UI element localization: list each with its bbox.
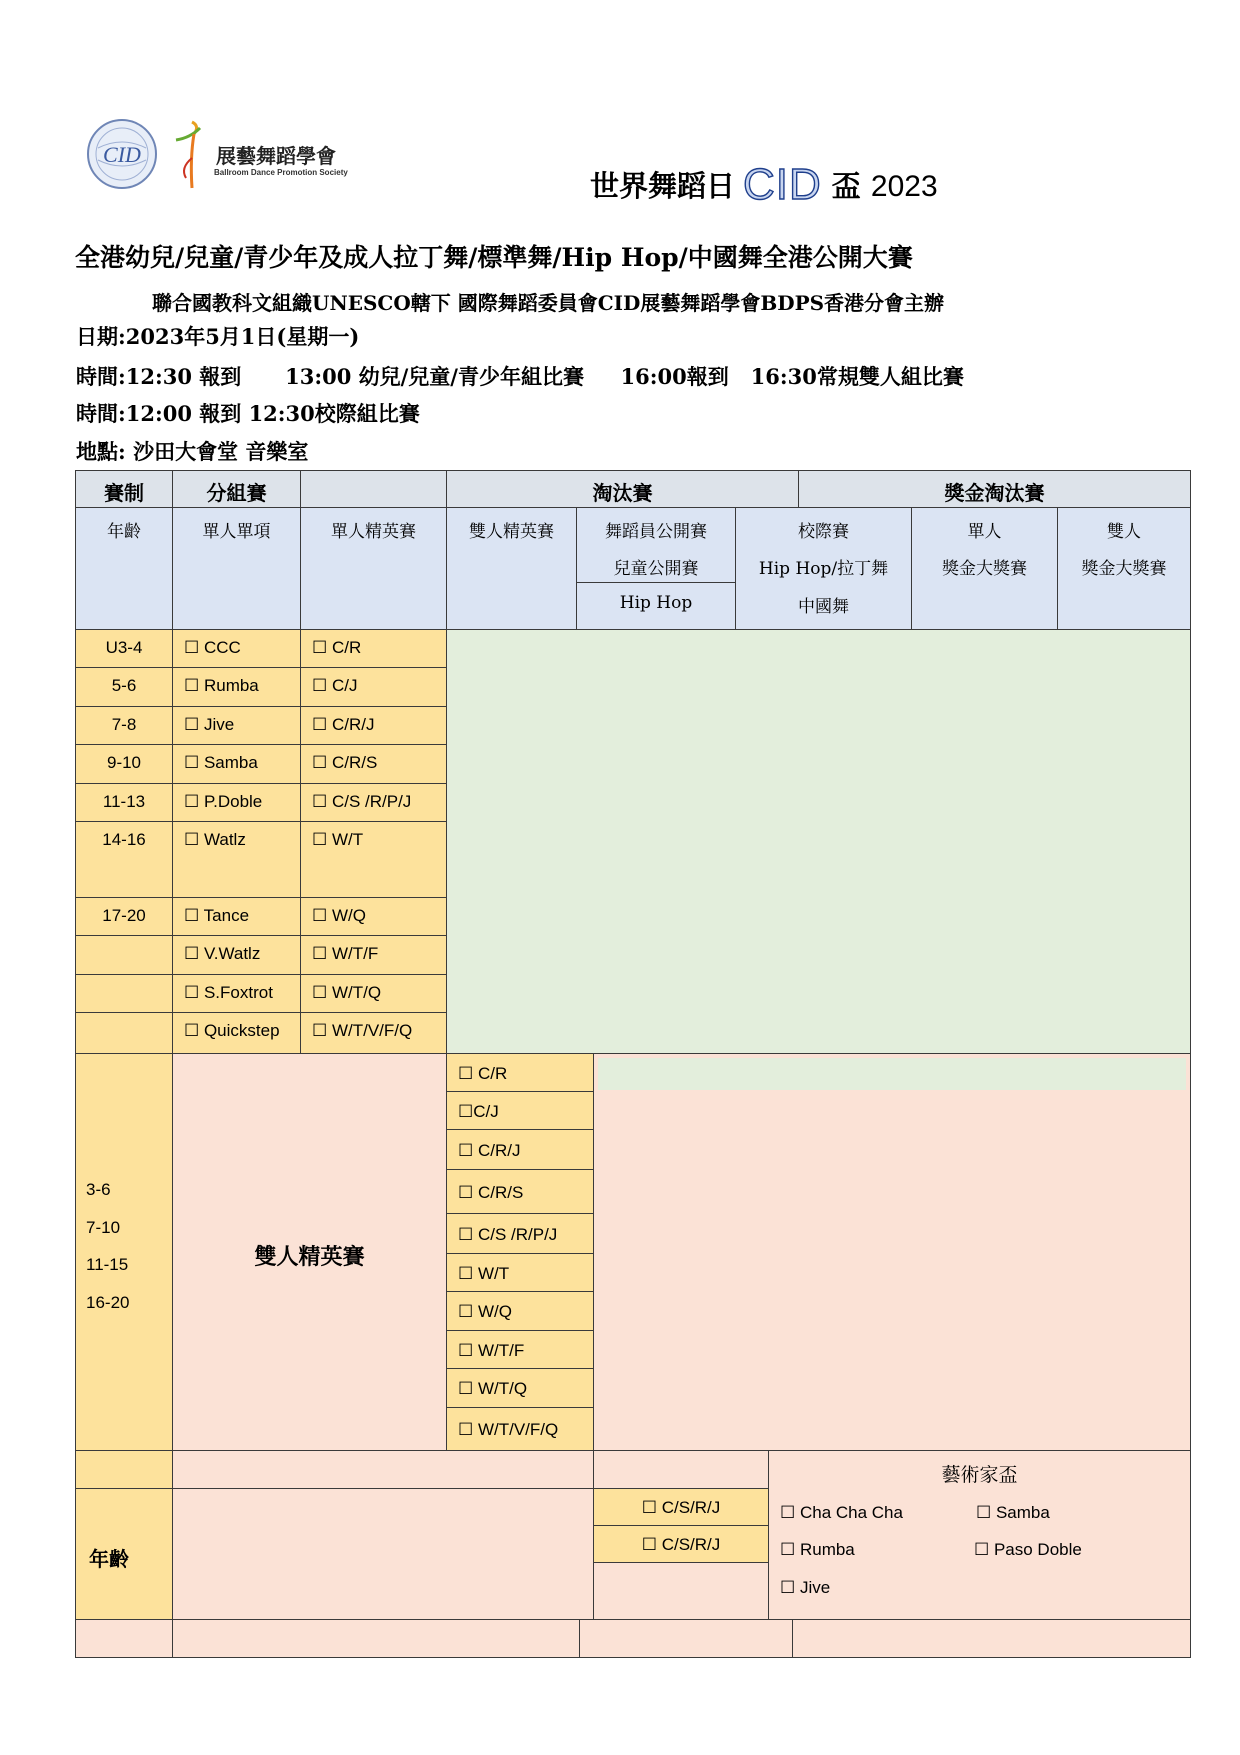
header-dancer-open: 舞蹈員公開賽 兒童公開賽 [576, 507, 736, 583]
duo-elite-item[interactable]: ☐ C/R [446, 1053, 594, 1092]
last-row-cell [172, 1619, 580, 1658]
duo-elite-item[interactable]: ☐ W/Q [446, 1291, 594, 1331]
age-cell [75, 974, 173, 1013]
artist-item[interactable]: ☐ Cha Cha Cha [780, 1503, 903, 1522]
solo-elite-item[interactable]: ☐ C/S /R/P/J [300, 783, 447, 822]
csrj-row-1[interactable]: ☐ C/S/R/J [593, 1488, 769, 1526]
artist-cup-cell [768, 1450, 1191, 1620]
duo-elite-item[interactable]: ☐ C/R/J [446, 1129, 594, 1170]
header-age: 年齡 [75, 507, 173, 630]
bottom-blank-1 [172, 1450, 594, 1489]
duo-age-label: 11-15 [86, 1255, 129, 1274]
solo-elite-item[interactable]: ☐ W/T/Q [300, 974, 447, 1013]
bottom-blank-2 [593, 1450, 769, 1489]
header-group: 分組賽 [172, 470, 301, 508]
cid-logo [86, 118, 158, 190]
solo-single-item[interactable]: ☐ Watlz [172, 821, 301, 898]
solo-elite-item[interactable]: ☐ W/T [300, 821, 447, 898]
last-row-cell [792, 1619, 1191, 1658]
age-cell: 14-16 [75, 821, 173, 898]
header-format: 賽制 [75, 470, 173, 508]
duo-elite-item[interactable]: ☐ W/T/F [446, 1330, 594, 1369]
duo-ages-cell [75, 1053, 173, 1451]
header-blank [300, 470, 447, 508]
solo-elite-item[interactable]: ☐ W/Q [300, 897, 447, 936]
bottom-blank-3 [172, 1488, 594, 1620]
solo-single-item[interactable]: ☐ Samba [172, 744, 301, 784]
solo-elite-item[interactable]: ☐ W/T/F [300, 935, 447, 975]
artist-item[interactable]: ☐ Paso Doble [974, 1540, 1082, 1559]
duo-age-label: 16-20 [86, 1293, 130, 1312]
age-cell: 7-8 [75, 706, 173, 745]
age-cell [75, 1012, 173, 1054]
logo-text: 展藝舞蹈學會 [216, 144, 336, 168]
header-knockout: 淘汰賽 [446, 470, 799, 508]
time-line-1: 時間:12:30 報到 13:00 幼兒/兒童/青少年組比賽 16:00報到 16:30常規雙人組比賽 [76, 364, 964, 389]
headline: 全港幼兒/兒童/青少年及成人拉丁舞/標準舞/Hip Hop/中國舞全港公開大賽 [75, 243, 913, 272]
solo-single-item[interactable]: ☐ Jive [172, 706, 301, 745]
solo-single-item[interactable]: ☐ Rumba [172, 667, 301, 707]
header-hiphop: Hip Hop [576, 582, 736, 630]
bottom-age-blank [75, 1450, 173, 1489]
csrj-row-2[interactable]: ☐ C/S/R/J [593, 1525, 769, 1563]
age-cell: 17-20 [75, 897, 173, 936]
duo-elite-item[interactable]: ☐ W/T/Q [446, 1368, 594, 1408]
solo-single-item[interactable]: ☐ V.Watlz [172, 935, 301, 975]
solo-elite-item[interactable]: ☐ C/R/S [300, 744, 447, 784]
solo-elite-item[interactable]: ☐ C/J [300, 667, 447, 707]
artist-item[interactable]: ☐ Rumba [780, 1540, 855, 1559]
age-cell [75, 935, 173, 975]
solo-elite-item[interactable]: ☐ C/R [300, 629, 447, 668]
header-duo-prize: 雙人 獎金大獎賽 [1057, 507, 1191, 630]
last-row-cell [579, 1619, 793, 1658]
solo-elite-item[interactable]: ☐ W/T/V/F/Q [300, 1012, 447, 1054]
solo-single-item[interactable]: ☐ P.Doble [172, 783, 301, 822]
artist-cup-title: 藝術家盃 [941, 1465, 1018, 1486]
age-label-cell: 年齡 [75, 1488, 173, 1620]
logo-subtext: Ballroom Dance Promotion Society [214, 168, 348, 177]
header-solo-prize: 單人 獎金大獎賽 [911, 507, 1058, 630]
age-cell: 5-6 [75, 667, 173, 707]
header-solo-single: 單人單項 [172, 507, 301, 630]
duo-green-strip [598, 1058, 1186, 1090]
duo-elite-item[interactable]: ☐ W/T/V/F/Q [446, 1407, 594, 1451]
solo-single-item[interactable]: ☐ S.Foxtrot [172, 974, 301, 1013]
organizer: 聯合國教科文組織UNESCO轄下 國際舞蹈委員會CID展藝舞蹈學會BDPS香港分會主辦 [152, 291, 945, 315]
solo-single-item[interactable]: ☐ CCC [172, 629, 301, 668]
duo-right-area [593, 1053, 1191, 1451]
bdps-logo [170, 118, 350, 198]
page-title: 世界舞蹈日 CID 盃 2023 [590, 160, 938, 209]
dancer-icon [170, 118, 214, 198]
duo-elite-item[interactable]: ☐ W/T [446, 1253, 594, 1292]
solo-single-item[interactable]: ☐ Quickstep [172, 1012, 301, 1054]
duo-age-label: 3-6 [86, 1180, 111, 1199]
duo-elite-item[interactable]: ☐C/J [446, 1091, 594, 1130]
solo-single-item[interactable]: ☐ Tance [172, 897, 301, 936]
time-line-2: 時間:12:00 報到 12:30校際組比賽 [76, 401, 420, 426]
header-solo-elite: 單人精英賽 [300, 507, 447, 630]
svg-text:CID: CID [103, 142, 141, 167]
age-cell: 9-10 [75, 744, 173, 784]
last-row-cell [75, 1619, 173, 1658]
duo-elite-item[interactable]: ☐ C/S /R/P/J [446, 1213, 594, 1254]
header-school: 校際賽 Hip Hop/拉丁舞 中國舞 [735, 507, 912, 630]
header-prize-knockout: 獎金淘汰賽 [798, 470, 1191, 508]
venue-line: 地點: 沙田大會堂 音樂室 [76, 439, 309, 464]
duo-label-cell: 雙人精英賽 [172, 1053, 447, 1451]
bottom-blank-4 [593, 1562, 769, 1620]
duo-elite-item[interactable]: ☐ C/R/S [446, 1169, 594, 1214]
age-cell: U3-4 [75, 629, 173, 668]
duo-age-label: 7-10 [86, 1218, 121, 1237]
date-line: 日期:2023年5月1日(星期一) [76, 324, 360, 349]
artist-item[interactable]: ☐ Samba [976, 1503, 1050, 1522]
header-duo-elite: 雙人精英賽 [446, 507, 577, 630]
green-area [446, 629, 1191, 1054]
solo-elite-item[interactable]: ☐ C/R/J [300, 706, 447, 745]
age-cell: 11-13 [75, 783, 173, 822]
artist-item[interactable]: ☐ Jive [780, 1578, 831, 1597]
